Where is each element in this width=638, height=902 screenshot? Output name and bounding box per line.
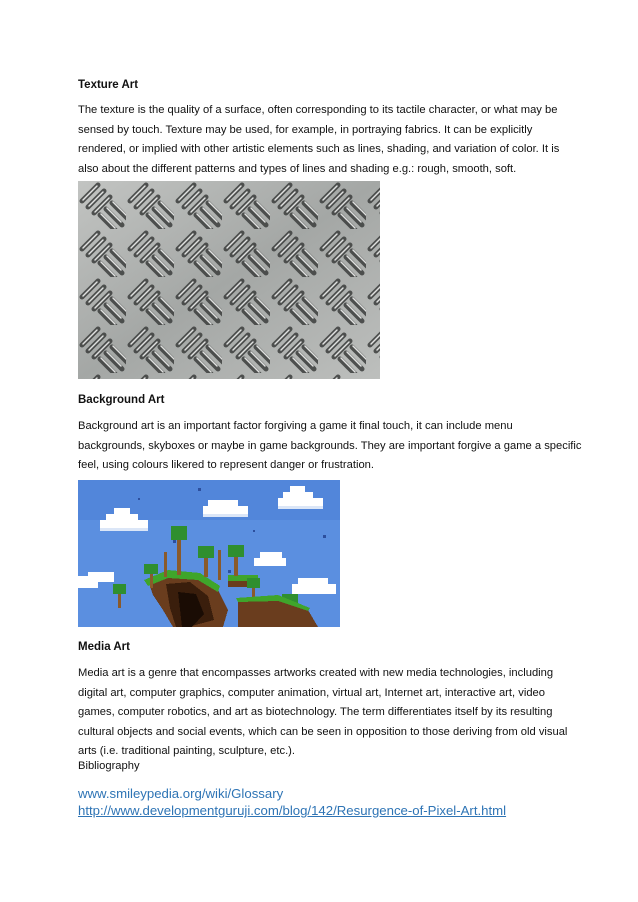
paragraph-line: arts (i.e. traditional painting, sculpture, etc.). — [78, 745, 296, 757]
paragraph-line: digital art, computer graphics, computer animation, virtual art, Internet art, interactive art, video — [78, 686, 545, 699]
bibliography-label: Bibliography — [78, 760, 140, 772]
paragraph-line: sensed by touch. Texture may be used, for example, in portraying fabrics. It can be explicitly — [78, 123, 533, 136]
paragraph-line: cultural objects and social events, which can be seen in opposition to those deriving from old visual — [78, 725, 568, 738]
metal-tread-plate-image — [78, 181, 380, 379]
paragraph-line: also about the different patterns and types of lines and shading e.g.: rough, smooth, soft. — [78, 162, 517, 175]
media-art-heading: Media Art — [78, 641, 130, 653]
media-art-paragraph — [78, 664, 578, 762]
pixel-art-game-scene-image — [78, 480, 340, 627]
paragraph-line: feel, using colours likered to represent danger or frustration. — [78, 459, 375, 471]
paragraph-line: backgrounds, skyboxes or maybe in game backgrounds. They are important forgive a game a specific — [78, 439, 582, 452]
texture-art-heading: Texture Art — [78, 79, 139, 91]
paragraph-line: games, computer robotics, and art as biotechnology. The term differentiates itself by its resulting — [78, 706, 553, 718]
background-art-paragraph — [78, 417, 582, 476]
paragraph-line: Background art is an important factor forgiving a game it final touch, it can include menu — [78, 420, 513, 432]
paragraph-line: The texture is the quality of a surface, often corresponding to its tactile character, or what may be — [78, 104, 558, 116]
bibliography-link-smileypedia[interactable]: www.smileypedia.org/wiki/Glossary — [78, 786, 284, 801]
texture-art-paragraph — [78, 101, 578, 179]
background-art-heading: Background Art — [78, 394, 165, 406]
paragraph-line: Media art is a genre that encompasses artworks created with new media technologies, including — [78, 667, 554, 679]
paragraph-line: rendered, or implied with other artistic elements such as lines, shading, and variation of color. It is — [78, 143, 560, 155]
bibliography-link-developmentguruji[interactable]: http://www.developmentguruji.com/blog/142/Resurgence-of-Pixel-Art.html — [78, 803, 507, 818]
